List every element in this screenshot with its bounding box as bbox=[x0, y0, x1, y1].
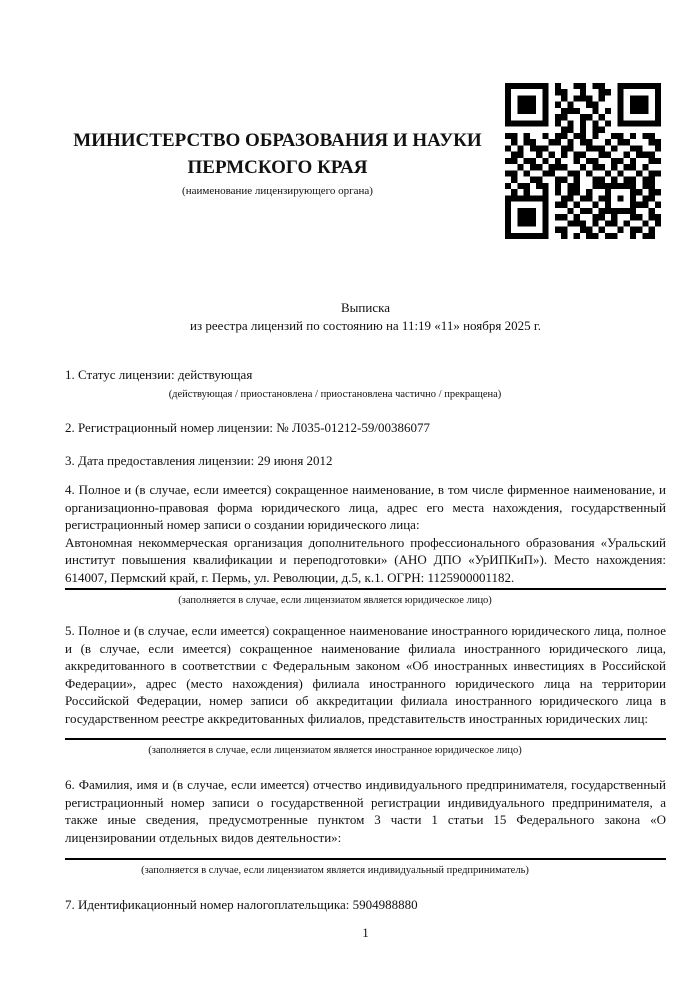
status-options-note: (действующая / приостановлена / приостановлена частично / прекращена) bbox=[168, 388, 502, 400]
ministry-name-line1: МИНИСТЕРСТВО ОБРАЗОВАНИЯ И НАУКИ bbox=[73, 130, 482, 151]
item-taxpayer-number bbox=[65, 896, 666, 914]
item-individual-entrepreneur bbox=[65, 776, 666, 877]
grant-date-text: 3. Дата предоставления лицензии: 29 июня 2012 bbox=[65, 453, 333, 468]
foreign-entity-question: 5. Полное и (в случае, если имеется) сокращенное наименование иностранного юридического лица, полное и (в случае, если имеется) сокращенное наименование филиала иностранного юридического лица, аккредитованного в соответствии с Федеральным законом «Об иностранных инвестициях в Российской Федерации», адрес (место нахождения) филиала иностранного юридического лица на территории Российской Федерации, номер записи об аккредитации филиала иностранного юридического лица в государственном реестре аккредитованных филиалов, представительств иностранных юридических лиц: bbox=[65, 623, 666, 726]
title-line1: Выписка bbox=[341, 300, 390, 315]
fill-line bbox=[65, 588, 666, 590]
license-status-text: 1. Статус лицензии: действующая bbox=[65, 367, 253, 382]
legal-entity-answer: Автономная некоммерческая организация дополнительного профессионального образования «Уральский институт повышения квалификации и переподготовки» (АНО ДПО «УрИПКиП»). Место нахождения: 614007, Пермский край, г. Пермь, ул. Революции, д.5, к.1. ОГРН: 1125900001182. bbox=[65, 534, 666, 585]
status-options-note-wrap bbox=[65, 388, 605, 401]
title-line2: из реестра лицензий по состоянию на 11:19 «11» ноября 2025 г. bbox=[190, 317, 541, 333]
page-number: 1 bbox=[362, 925, 369, 940]
fill-line bbox=[65, 738, 666, 740]
entrepreneur-note-wrap bbox=[65, 864, 605, 877]
legal-entity-note: (заполняется в случае, если лицензиатом является юридическое лицо) bbox=[178, 595, 492, 606]
licensing-authority-caption: (наименование лицензирующего органа) bbox=[182, 185, 373, 197]
foreign-entity-note: (заполняется в случае, если лицензиатом является иностранное юридическое лицо) bbox=[148, 745, 522, 756]
item-registration-number bbox=[65, 419, 666, 437]
registration-number-text: 2. Регистрационный номер лицензии: № Л035-01212-59/00386077 bbox=[65, 420, 431, 435]
entrepreneur-question: 6. Фамилия, имя и (в случае, если имеется) отчество индивидуального предпринимателя, государственный регистрационный номер записи о государственной регистрации индивидуального предпринимателя, а также иные сведения, предусмотренные пунктом 3 части 1 статьи 15 Федерального закона «О лицензировании отдельных видов деятельности»: bbox=[65, 777, 666, 845]
legal-entity-note-wrap bbox=[65, 594, 605, 607]
taxpayer-number-text: 7. Идентификационный номер налогоплательщика: 5904988880 bbox=[65, 897, 418, 912]
qr-code bbox=[505, 83, 661, 239]
item-legal-entity bbox=[65, 481, 666, 607]
entrepreneur-note: (заполняется в случае, если лицензиатом является индивидуальный предприниматель) bbox=[141, 865, 529, 876]
foreign-entity-note-wrap bbox=[65, 744, 605, 757]
item-foreign-entity bbox=[65, 622, 666, 757]
ministry-name-line2: ПЕРМСКОГО КРАЯ bbox=[187, 157, 368, 178]
document-title bbox=[65, 299, 666, 334]
ministry-header bbox=[65, 127, 490, 198]
item-license-status bbox=[65, 366, 666, 401]
item-grant-date bbox=[65, 452, 666, 470]
fill-line bbox=[65, 858, 666, 860]
legal-entity-question: 4. Полное и (в случае, если имеется) сокращенное наименование, в том числе фирменное наименование, и организационно-правовая форма юридического лица, адрес его места нахождения, государственный регистрационный номер записи о создании юридического лица: bbox=[65, 482, 666, 532]
